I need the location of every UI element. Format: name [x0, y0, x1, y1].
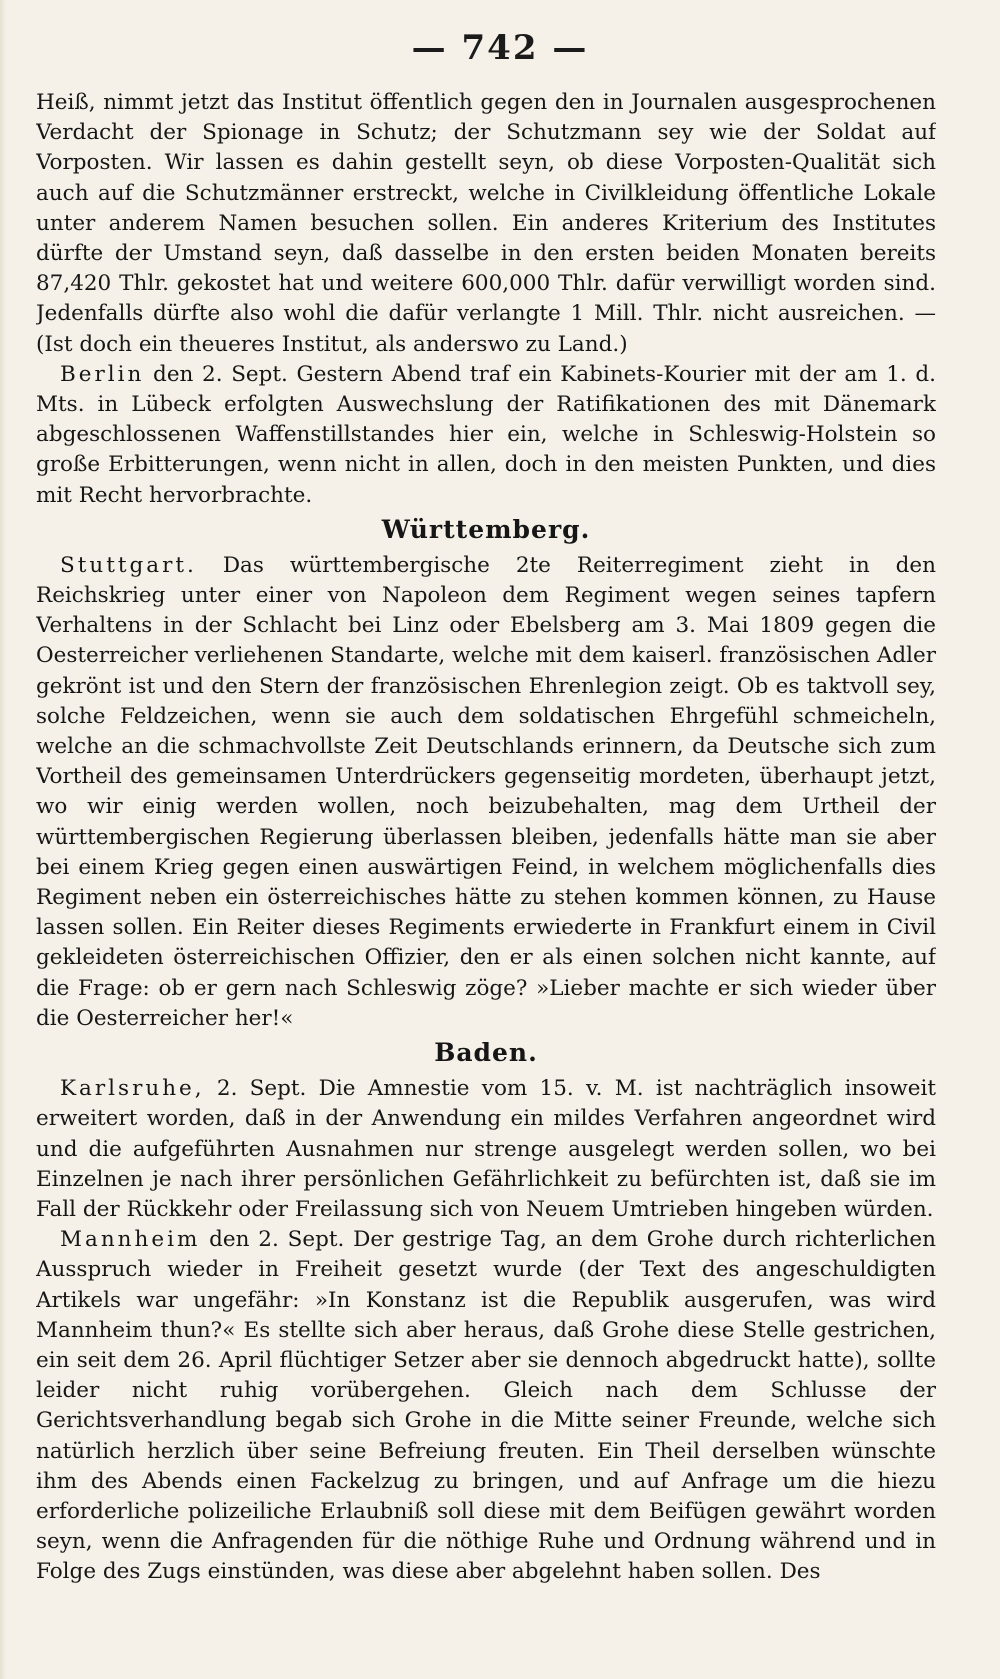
dateline-karlsruhe: Karlsruhe, — [60, 1076, 205, 1102]
paragraph-berlin — [36, 360, 936, 511]
page-edge-shadow — [0, 0, 6, 1679]
section-heading-baden: Baden. — [434, 1038, 538, 1068]
text-column — [36, 88, 936, 1648]
dateline-stuttgart: Stuttgart. — [60, 552, 197, 578]
paragraph-karlsruhe — [36, 1074, 936, 1225]
paragraph-stuttgart-text: Das württembergische 2te Reiterregiment zieht in den Reichskrieg unter einer von Napoleon dem Regiment wegen seines tapfern Verhaltens in der Schlacht bei Linz oder Ebelsberg am 3. Mai 1809 gegen die Oesterreicher verliehenen Standarte, welche mit dem kaiserl. französischen Adler gekrönt ist und den Stern der französischen Ehrenlegion zeigt. Ob es taktvoll sey, solche Feldzeichen, wenn sie auch dem soldatischen Ehrgefühl schmeicheln, welche an die schmachvollste Zeit Deutschlands erinnern, da Deutsche sich zum Vortheil des gemeinsamen Unterdrückers gegenseitig mordeten, überhaupt jetzt, wo wir einig werden wollen, noch beizubehalten, mag dem Urtheil der württembergischen Regierung überlassen bleiben, jedenfalls hätte man sie aber bei einem Krieg gegen einen auswärtigen Feind, in welchem möglichenfalls dies Regiment neben ein österreichisches hätte zu stehen kommen können, zu Hause lassen sollen. Ein Reiter dieses Regiments erwiederte in Frankfurt einem in Civil gekleideten österreichischen Offizier, den er als einen solchen nicht kannte, auf die Frage: ob er gern nach Schleswig zöge? »Lieber machte er sich wieder über die Oesterreicher her!« — [36, 552, 936, 1031]
paragraph-mannheim-text: den 2. Sept. Der gestrige Tag, an dem Grohe durch richterlichen Ausspruch wieder in Freiheit gesetzt wurde (der Text des angeschuldigten Artikels war ungefähr: »In Konstanz ist die Republik ausgerufen, was wird Mannheim thun?« Es stellte sich aber heraus, daß Grohe diese Stelle gestrichen, ein seit dem 26. April flüchtiger Setzer aber sie dennoch abgedruckt hatte), sollte leider nicht ruhig vorübergehen. Gleich nach dem Schlusse der Gerichtsverhandlung begab sich Grohe in die Mitte seiner Freunde, welche sich natürlich herzlich über seine Befreiung freuten. Ein Theil derselben wünschte ihm des Abends einen Fackelzug zu bringen, und auf Anfrage um die hiezu erforderliche polizeiliche Erlaubniß soll diese mit dem Beifügen gewährt worden seyn, wenn die Anfragenden für die nöthige Ruhe und Ordnung während und in Folge des Zugs einstünden, was diese aber abgelehnt haben sollen. Des — [36, 1227, 936, 1585]
dateline-berlin: Berlin — [60, 361, 145, 387]
paragraph-prussia-institute: Heiß, nimmt jetzt das Institut öffentlich gegen den in Journalen ausgesprochenen Verdacht der Spionage in Schutz; der Schutzmann sey wie der Soldat auf Vorposten. Wir lassen es dahin gestellt seyn, ob diese Vorposten-Qualität sich auch auf die Schutzmänner erstreckt, welche in Civilkleidung öffentliche Lokale unter anderem Namen besuchen sollen. Ein anderes Kriterium des Institutes dürfte der Umstand seyn, daß dasselbe in den ersten beiden Monaten bereits 87,420 Thlr. gekostet hat und weitere 600,000 Thlr. dafür verwilligt worden sind. Jedenfalls dürfte also wohl die dafür verlangte 1 Mill. Thlr. nicht ausreichen. — (Ist doch ein theueres Institut, als anderswo zu Land.) — [36, 90, 936, 357]
dateline-mannheim: Mannheim — [60, 1227, 201, 1253]
page-number: — 742 — — [411, 28, 589, 68]
paragraph-karlsruhe-text: 2. Sept. Die Amnestie vom 15. v. M. ist nachträglich insoweit erweitert worden, daß in der Anwendung ein mildes Verfahren angeordnet wird und die aufgeführten Ausnahmen nur strenge ausgelegt werden sollen, wo bei Einzelnen je nach ihrer persönlichen Gefährlichkeit zu befürchten ist, daß sie im Fall der Rückkehr oder Freilassung sich von Neuem Umtrieben hingeben würden. — [36, 1076, 936, 1222]
section-heading-wuerttemberg: Württemberg. — [381, 514, 591, 544]
paragraph-berlin-text: den 2. Sept. Gestern Abend traf ein Kabinets-Kourier mit der am 1. d. Mts. in Lübeck erfolgten Auswechslung der Ratifikationen des mit Dänemark abgeschlossenen Waffenstillstandes hier ein, welche in Schleswig-Holstein so große Erbitterungen, wenn nicht in allen, doch in den meisten Punkten, und dies mit Recht hervorbrachte. — [36, 361, 936, 508]
paragraph-mannheim — [36, 1225, 936, 1587]
paragraph-stuttgart — [36, 551, 936, 1034]
